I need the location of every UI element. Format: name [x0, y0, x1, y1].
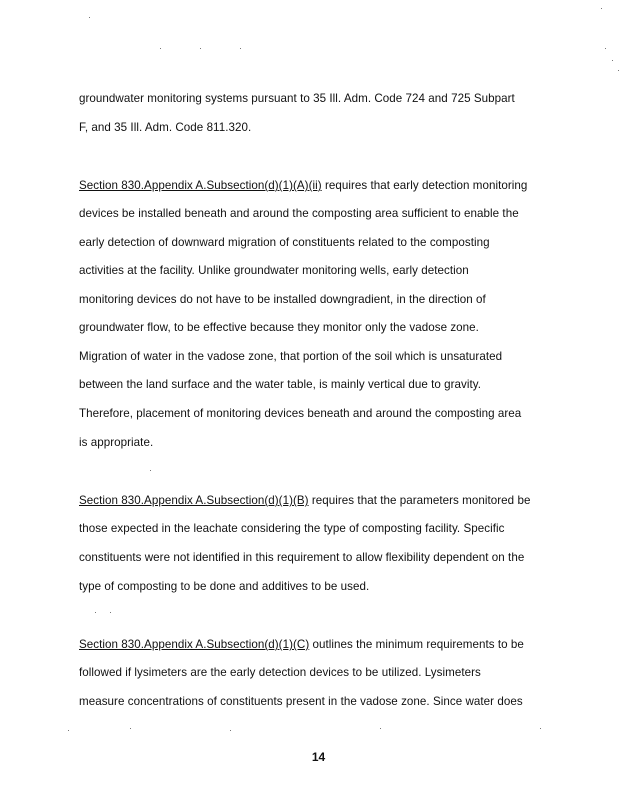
- scan-speck: [68, 730, 69, 731]
- scan-speck: [601, 8, 602, 9]
- text-line: is appropriate.: [79, 436, 154, 449]
- scan-speck: [110, 612, 111, 613]
- text-line: constituents were not identified in this requirement to allow flexibility dependent on the: [79, 551, 525, 564]
- scan-speck: [200, 48, 201, 49]
- scan-speck: [230, 730, 231, 731]
- text-line: [79, 179, 527, 192]
- text-line: Migration of water in the vadose zone, that portion of the soil which is unsaturated: [79, 350, 503, 363]
- text-line: monitoring devices do not have to be installed downgradient, in the direction of: [79, 293, 486, 306]
- text-line: [79, 638, 524, 651]
- section-reference: Section 830.Appendix A.Subsection(d)(1)(B): [79, 494, 309, 507]
- scan-speck: [605, 48, 606, 49]
- text-line: followed if lysimeters are the early detection devices to be utilized. Lysimeters: [79, 666, 481, 679]
- scan-speck: [612, 60, 613, 61]
- text-span: outlines the minimum requirements to be: [309, 638, 524, 651]
- scan-speck: [540, 728, 541, 729]
- section-reference: Section 830.Appendix A.Subsection(d)(1)(A)(ii): [79, 179, 322, 192]
- text-line: those expected in the leachate considering the type of composting facility. Specific: [79, 522, 505, 535]
- text-span: requires that the parameters monitored be: [308, 494, 531, 507]
- text-line: devices be installed beneath and around the composting area sufficient to enable the: [79, 207, 519, 220]
- scan-speck: [380, 728, 381, 729]
- scan-speck: [160, 48, 161, 49]
- text-span: requires that early detection monitoring: [321, 179, 528, 192]
- scan-speck: [130, 728, 131, 729]
- section-reference: Section 830.Appendix A.Subsection(d)(1)(C): [79, 638, 310, 651]
- text-line: between the land surface and the water table, is mainly vertical due to gravity.: [79, 378, 482, 391]
- text-line: F, and 35 Ill. Adm. Code 811.320.: [79, 121, 252, 134]
- text-line: measure concentrations of constituents present in the vadose zone. Since water does: [79, 695, 523, 708]
- text-line: activities at the facility. Unlike groundwater monitoring wells, early detection: [79, 264, 469, 277]
- text-line: early detection of downward migration of constituents related to the composting: [79, 236, 490, 249]
- text-line: [79, 494, 530, 507]
- scan-speck: [618, 70, 619, 71]
- text-line: Therefore, placement of monitoring devices beneath and around the composting area: [79, 407, 522, 420]
- scan-speck: [95, 612, 96, 613]
- text-line: type of composting to be done and additives to be used.: [79, 580, 370, 593]
- text-line: groundwater monitoring systems pursuant to 35 Ill. Adm. Code 724 and 725 Subpart: [79, 92, 515, 105]
- page-number: 14: [311, 750, 326, 764]
- scan-speck: [150, 470, 151, 471]
- scan-speck: [89, 17, 90, 18]
- text-line: groundwater flow, to be effective because they monitor only the vadose zone.: [79, 321, 479, 334]
- scan-speck: [240, 48, 241, 49]
